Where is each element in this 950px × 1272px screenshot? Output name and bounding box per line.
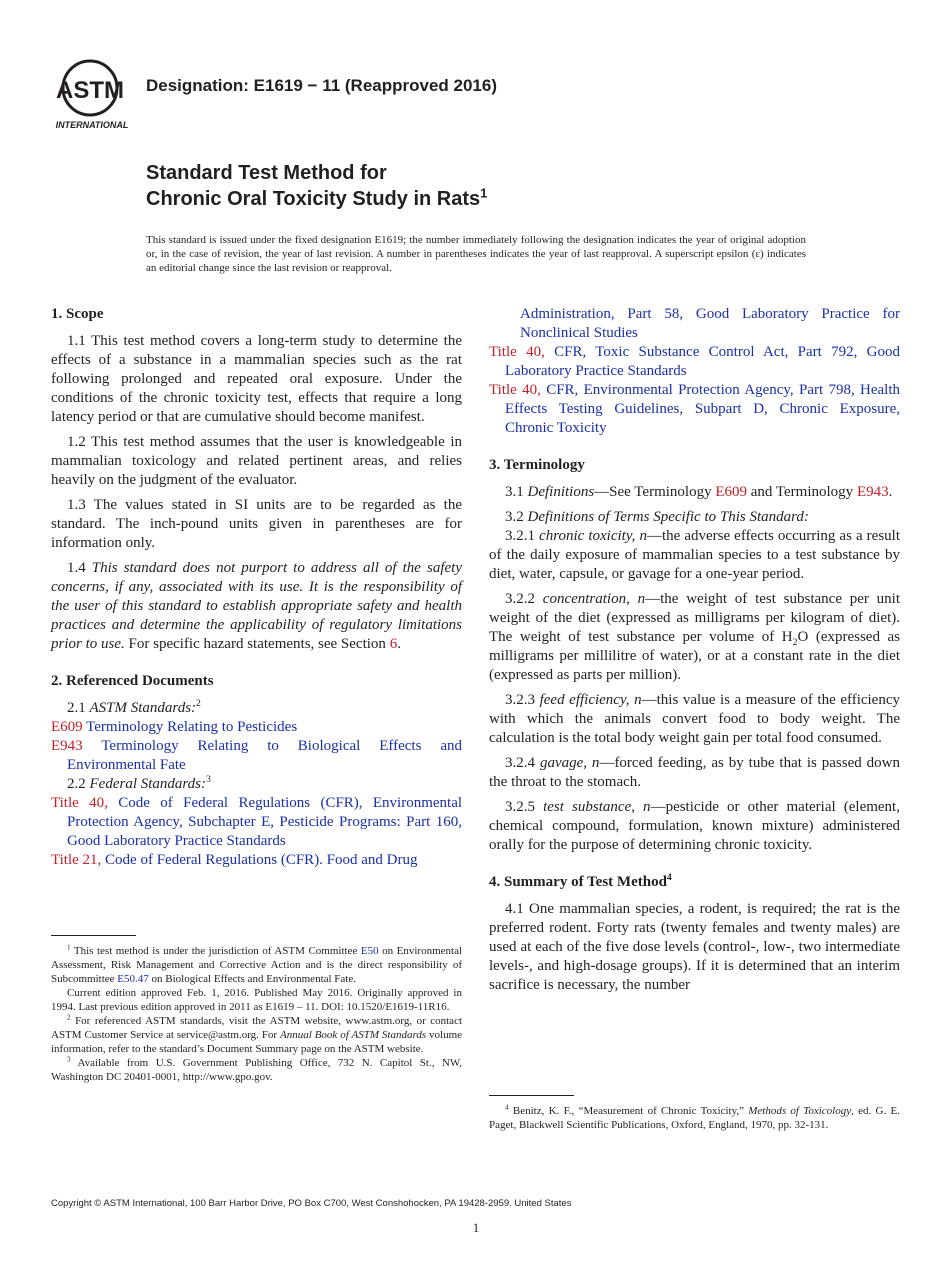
- footnotes-right: [489, 1104, 900, 1132]
- ref-title-21[interactable]: Title 21, Code of Federal Regulations (CFR). Food and Drug: [51, 852, 418, 868]
- e609-link[interactable]: E609: [715, 484, 748, 500]
- footnote-1: $^1$ This test method is under the jurisdiction of ASTM Committee E50 on Environmental Assessment, Risk Management and Corrective Action and is the direct responsibility of Subcommittee E50.47 on Biological Effects and Environmental Fate.: [51, 943, 463, 985]
- para-1-3: 1.3 The values stated in SI units are to be regarded as the standard. The inch-pound units given in parentheses are for information only.: [51, 497, 462, 551]
- title-footnote-ref: 1: [480, 185, 488, 201]
- footnote-rule-right: [489, 1095, 574, 1096]
- para-3-2-3: 3.2.3 feed efficiency, n—this value is a measure of the efficiency with which the animals convert food to body weight. The calculation is the total body weight gain per total food consumed.: [489, 692, 901, 746]
- para-3-2-1: 3.2.1 chronic toxicity, n—the adverse effects occurring as a result of the daily exposure of mammalian species to a test substance by diet, water, capsule, or gavage for a one-year period.: [489, 528, 900, 582]
- ref-e609[interactable]: E609 Terminology Relating to Pesticides: [51, 719, 298, 735]
- ref-e943[interactable]: E943 Terminology Relating to Biological Effects and Environmental Fate: [51, 738, 462, 773]
- page-title: [146, 160, 487, 212]
- e50-link[interactable]: E50: [360, 945, 379, 957]
- para-1-4: 1.4 This standard does not purport to address all of the safety concerns, if any, associated with its use. It is the responsibility of the user of this standard to establish appropriate safety and health practices and determine the applicability of regulatory limitations prior to use. For specific hazard statements, see Section 6.: [51, 560, 462, 652]
- section-4-heading: 4. Summary of Test Method$^4$: [489, 872, 672, 890]
- para-3-1: 3.1 Definitions—See Terminology E609 and Terminology E943.: [505, 484, 893, 500]
- footnote-4: $^4$ Benitz, K. F., “Measurement of Chronic Toxicity,” Methods of Toxicology, ed. G. E. Paget, Blackwell Scientific Publications, Oxford, England, 1970, pp. 32-131.: [489, 1103, 900, 1131]
- footnotes-left: [51, 944, 462, 1084]
- e50-47-link[interactable]: E50.47: [117, 973, 149, 985]
- issuance-note: This standard is issued under the fixed designation E1619; the number immediately following the designation indicates the year of original adoption or, in the case of revision, the year of last revision. A number in parentheses indicates the year of last reapproval. A superscript epsilon (ε) indicates an editorial change since the last revision or reapproval.: [146, 234, 806, 274]
- designation: Designation: E1619 − 11 (Reapproved 2016): [146, 76, 498, 95]
- left-column: [51, 305, 462, 870]
- logo-letters: ASTM: [56, 77, 124, 104]
- title-line-2: [146, 186, 487, 212]
- astm-logo: [50, 56, 135, 132]
- copyright: Copyright © ASTM International, 100 Barr Harbor Drive, PO Box C700, West Conshohocken, PA 19428-2959. United States: [51, 1198, 572, 1209]
- ref-title-40-part-792[interactable]: Title 40, CFR, Toxic Substance Control Act, Part 792, Good Laboratory Practice Standards: [489, 344, 901, 379]
- logo-international: INTERNATIONAL: [55, 120, 129, 130]
- para-3-2-2: 3.2.2 concentration, n—the weight of test substance per unit weight of the diet (expressed as milligrams per kilogram of diet). The weight of test substance per volume of $H_2O$ (expressed as milligrams per millilitre of water), or at a constant rate in the diet (expressed as parts per million).: [489, 591, 901, 683]
- para-2-1: 2.1 ASTM Standards:$^2$: [67, 698, 201, 716]
- section-1-heading: 1. Scope: [51, 306, 104, 322]
- ref-title-21-continued: Administration, Part 58, Good Laboratory Practice for Nonclinical Studies: [520, 306, 900, 341]
- para-2-2: 2.2 Federal Standards:$^3$: [67, 774, 211, 792]
- ref-title-40-part-160[interactable]: Title 40, Code of Federal Regulations (CFR), Environmental Protection Agency, Subchapter E, Pesticide Programs: Part 160, Good Laboratory Practice Standards: [51, 795, 463, 849]
- section-6-link[interactable]: 6: [389, 636, 398, 652]
- footnote-1-edition: Current edition approved Feb. 1, 2016. Published May 2016. Originally approved in 1994. Last previous edition approved in 2011 as E1619 – 11. DOI: 10.1520/E1619-11R16.: [51, 987, 462, 1013]
- para-1-2: 1.2 This test method assumes that the user is knowledgeable in mammalian toxicology and related pertinent areas, and relies heavily on the judgment of the evaluator.: [51, 434, 462, 488]
- para-4-1: 4.1 One mammalian species, a rodent, is required; the rat is the preferred rodent. Forty rats (twenty females and twenty males) are used at each of the five dose levels (control-, low-, two intermediate levels-, and high-dosage groups). If it is determined that an interim sacrifice is necessary, the number: [489, 901, 900, 993]
- right-column: [489, 305, 900, 1001]
- footnote-rule-left: [51, 935, 136, 936]
- title-line-1: Standard Test Method for: [146, 162, 387, 184]
- para-3-2-5: 3.2.5 test substance, n—pesticide or other material (element, chemical compound, formulation, known mixture) administered orally for the purpose of determining chronic toxicity.: [489, 799, 900, 853]
- section-2-heading: 2. Referenced Documents: [51, 673, 214, 689]
- para-3-2: 3.2 Definitions of Terms Specific to This Standard:: [505, 509, 809, 525]
- page-number: 1: [472, 1220, 480, 1235]
- para-3-2-4: 3.2.4 gavage, n—forced feeding, as by tube that is passed down the throat to the stomach.: [489, 755, 900, 790]
- ref-title-40-part-798[interactable]: Title 40, CFR, Environmental Protection Agency, Part 798, Health Effects Testing Guidelines, Subpart D, Chronic Exposure, Chronic Toxicity: [489, 382, 901, 436]
- section-3-heading: 3. Terminology: [489, 457, 585, 473]
- title-line-2-text: Chronic Oral Toxicity Study in Rats: [146, 188, 481, 210]
- para-1-1: 1.1 This test method covers a long-term study to determine the effects of a substance in a mammalian species such as the rat following prolonged and repeated oral exposure. Under the conditions of the chronic toxicity test, effects that require a long latency period or that are cumulative should become manifest.: [51, 333, 462, 425]
- e943-link[interactable]: E943: [856, 484, 889, 500]
- footnote-2: $^2$ For referenced ASTM standards, visit the ASTM website, www.astm.org, or contact ASTM Customer Service at service@astm.org. For Annual Book of ASTM Standards volume information, refer to the standard’s Document Summary page on the ASTM website.: [51, 1013, 463, 1055]
- footnote-3: $^3$ Available from U.S. Government Publishing Office, 732 N. Capitol St., NW, Washington DC 20401-0001, http://www.gpo.gov.: [51, 1055, 462, 1083]
